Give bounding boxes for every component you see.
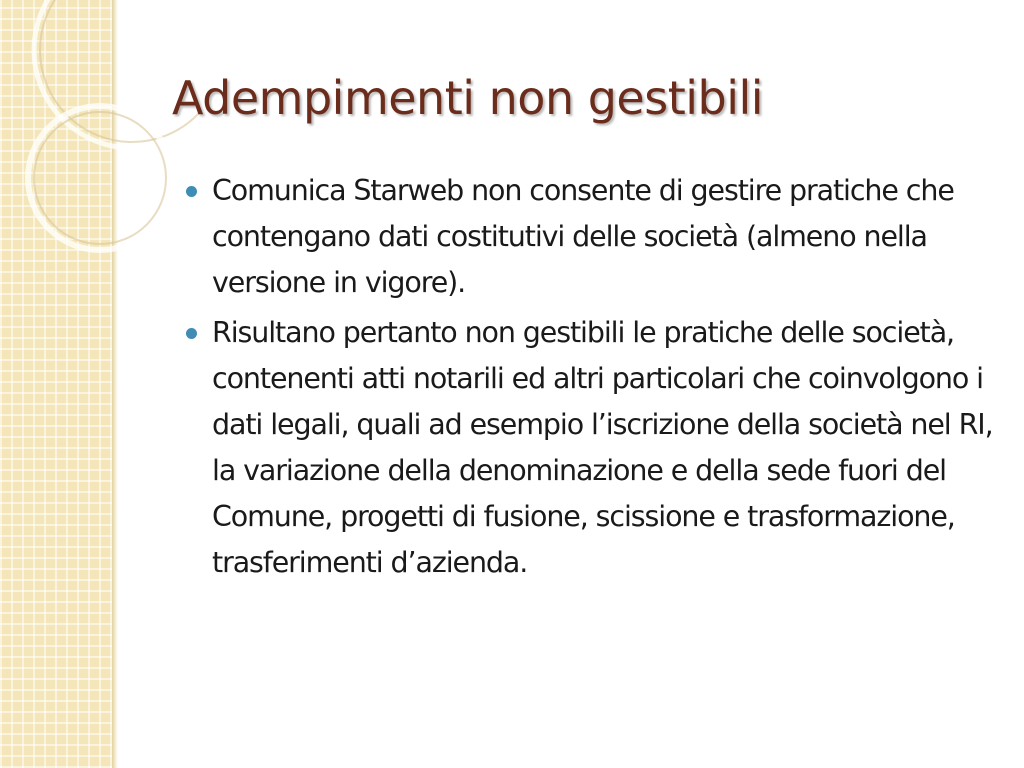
bullet-item <box>212 310 1002 586</box>
bullet-text: Risultano pertanto non gestibili le pratiche delle società, contenenti atti notarili ed altri particolari che coinvolgono i dati legali, quali ad esempio l’iscrizione della società nel RI, la variazione della denominazione e della sede fuori del Comune, progetti di fusione, scissione e trasformazione, trasferimenti d’azienda. <box>212 316 993 579</box>
bullet-item <box>212 168 1002 306</box>
bullet-dot-icon <box>186 186 197 197</box>
lower-ring-shadow <box>34 112 166 244</box>
slide-title: Adempimenti non gestibili <box>172 71 764 125</box>
decorative-rings <box>0 0 200 260</box>
lower-ring <box>28 106 172 250</box>
bullet-dot-icon <box>186 328 197 339</box>
bullet-list <box>212 168 1002 586</box>
bullet-text: Comunica Starweb non consente di gestire pratiche che contengano dati costitutivi delle società (almeno nella versione in vigore). <box>212 174 954 299</box>
